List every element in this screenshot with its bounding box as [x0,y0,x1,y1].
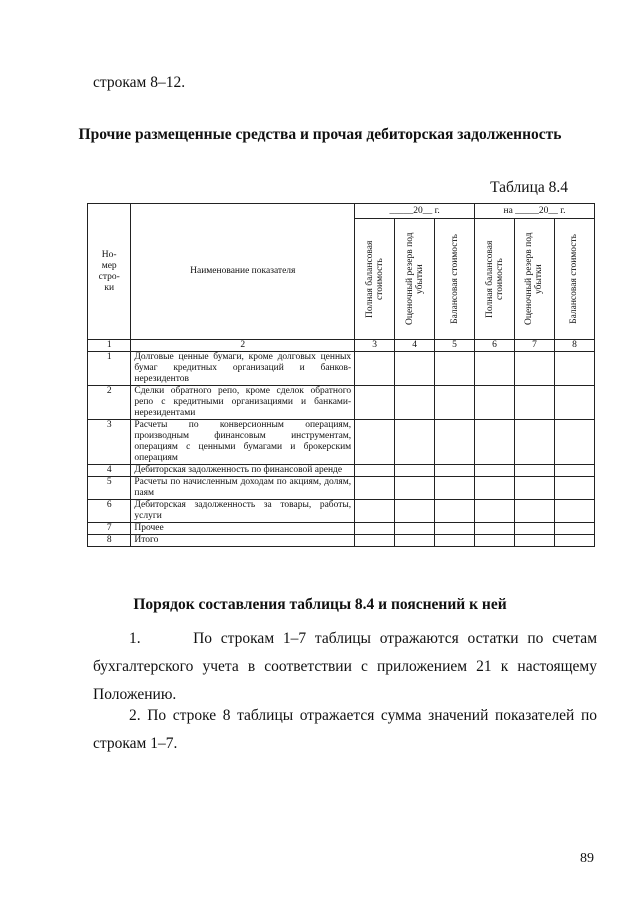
row-number: 6 [88,500,131,523]
value-cell [475,500,515,523]
value-cell [435,500,475,523]
value-cell [395,500,435,523]
table-row [88,500,595,523]
header-period-1: _____20__ г. [355,204,475,219]
value-cell [395,523,435,535]
value-cell [435,465,475,477]
value-cell [554,535,594,547]
header-period-2: на _____20__ г. [475,204,595,219]
paragraph-2-text: 2. По строке 8 таблицы отражается сумма значений показателей по строкам 1–7. [93,707,597,752]
value-cell [395,352,435,386]
intro-text: строкам 8–12. [93,74,186,91]
value-cell [435,386,475,420]
value-cell [395,420,435,465]
paragraph-2 [93,702,597,758]
row-number: 1 [88,352,131,386]
header-value-col: Полная балансовая стоимость [355,219,395,340]
value-cell [355,500,395,523]
value-cell [355,523,395,535]
row-name: Дебиторская задолженность по финансовой аренде [131,465,355,477]
value-cell [435,535,475,547]
value-cell [554,465,594,477]
row-name: Сделки обратного репо, кроме сделок обратного репо с кредитными организациями и банками-нерезидентами [131,386,355,420]
value-cell [475,523,515,535]
header-row-number-text: Но- мер стро- ки [98,249,120,293]
value-cell [514,500,554,523]
index-cell: 3 [355,340,395,352]
paragraph-1-text: По строкам 1–7 таблицы отражаются остатки по счетам бухгалтерского учета в соответствии с приложением 21 к настоящему Положению. [93,630,597,703]
header-value-col: Балансовая стоимость [554,219,594,340]
row-number: 2 [88,386,131,420]
value-cell [435,352,475,386]
table-row [88,477,595,500]
table-row [88,420,595,465]
table-row [88,535,595,547]
value-cell [355,420,395,465]
row-number: 4 [88,465,131,477]
index-cell: 4 [395,340,435,352]
value-cell [554,500,594,523]
table-row [88,386,595,420]
index-cell: 7 [514,340,554,352]
value-cell [475,477,515,500]
header-value-col: Оценочный резерв под убытки [395,219,435,340]
row-name: Долговые ценные бумаги, кроме долговых ценных бумаг кредитных организаций и банков-нерезидентов [131,352,355,386]
value-cell [514,352,554,386]
header-value-col: Оценочный резерв под убытки [514,219,554,340]
value-cell [554,352,594,386]
instructions-heading: Порядок составления таблицы 8.4 и пояснений к ней [133,596,507,613]
section-heading: Прочие размещенные средства и прочая дебиторская задолженность [78,126,562,143]
index-cell: 1 [88,340,131,352]
row-number: 5 [88,477,131,500]
row-name: Прочее [131,523,355,535]
header-row-number [88,204,131,340]
index-cell: 5 [435,340,475,352]
value-cell [435,523,475,535]
table-row [88,465,595,477]
row-name: Расчеты по начисленным доходам по акциям, долям, паям [131,477,355,500]
row-number: 3 [88,420,131,465]
value-cell [395,477,435,500]
value-cell [355,352,395,386]
value-cell [395,535,435,547]
index-cell: 2 [131,340,355,352]
paragraph-1 [93,625,597,709]
value-cell [475,465,515,477]
row-name: Дебиторская задолженность за товары, работы, услуги [131,500,355,523]
value-cell [395,386,435,420]
value-cell [554,477,594,500]
index-row [88,340,595,352]
value-cell [514,535,554,547]
value-cell [475,420,515,465]
value-cell [435,420,475,465]
header-value-col: Балансовая стоимость [435,219,475,340]
value-cell [475,535,515,547]
row-number: 7 [88,523,131,535]
index-cell: 8 [554,340,594,352]
row-name: Расчеты по конверсионным операциям, производным финансовым инструментам, операциям с ценными бумагами и брокерским операциям [131,420,355,465]
header-value-col: Полная балансовая стоимость [475,219,515,340]
value-cell [514,477,554,500]
report-table [87,203,595,547]
value-cell [475,386,515,420]
value-cell [475,352,515,386]
value-cell [514,465,554,477]
value-cell [514,420,554,465]
value-cell [355,386,395,420]
table-row [88,523,595,535]
table-row [88,352,595,386]
table-caption: Таблица 8.4 [490,179,568,196]
value-cell [395,465,435,477]
value-cell [435,477,475,500]
value-cell [554,523,594,535]
value-cell [355,477,395,500]
row-name: Итого [131,535,355,547]
header-name: Наименование показателя [131,204,355,340]
value-cell [554,420,594,465]
value-cell [355,535,395,547]
value-cell [355,465,395,477]
value-cell [514,523,554,535]
value-cell [554,386,594,420]
index-cell: 6 [475,340,515,352]
page-number: 89 [580,851,594,866]
value-cell [514,386,554,420]
paragraph-1-number: 1. [129,630,141,647]
row-number: 8 [88,535,131,547]
